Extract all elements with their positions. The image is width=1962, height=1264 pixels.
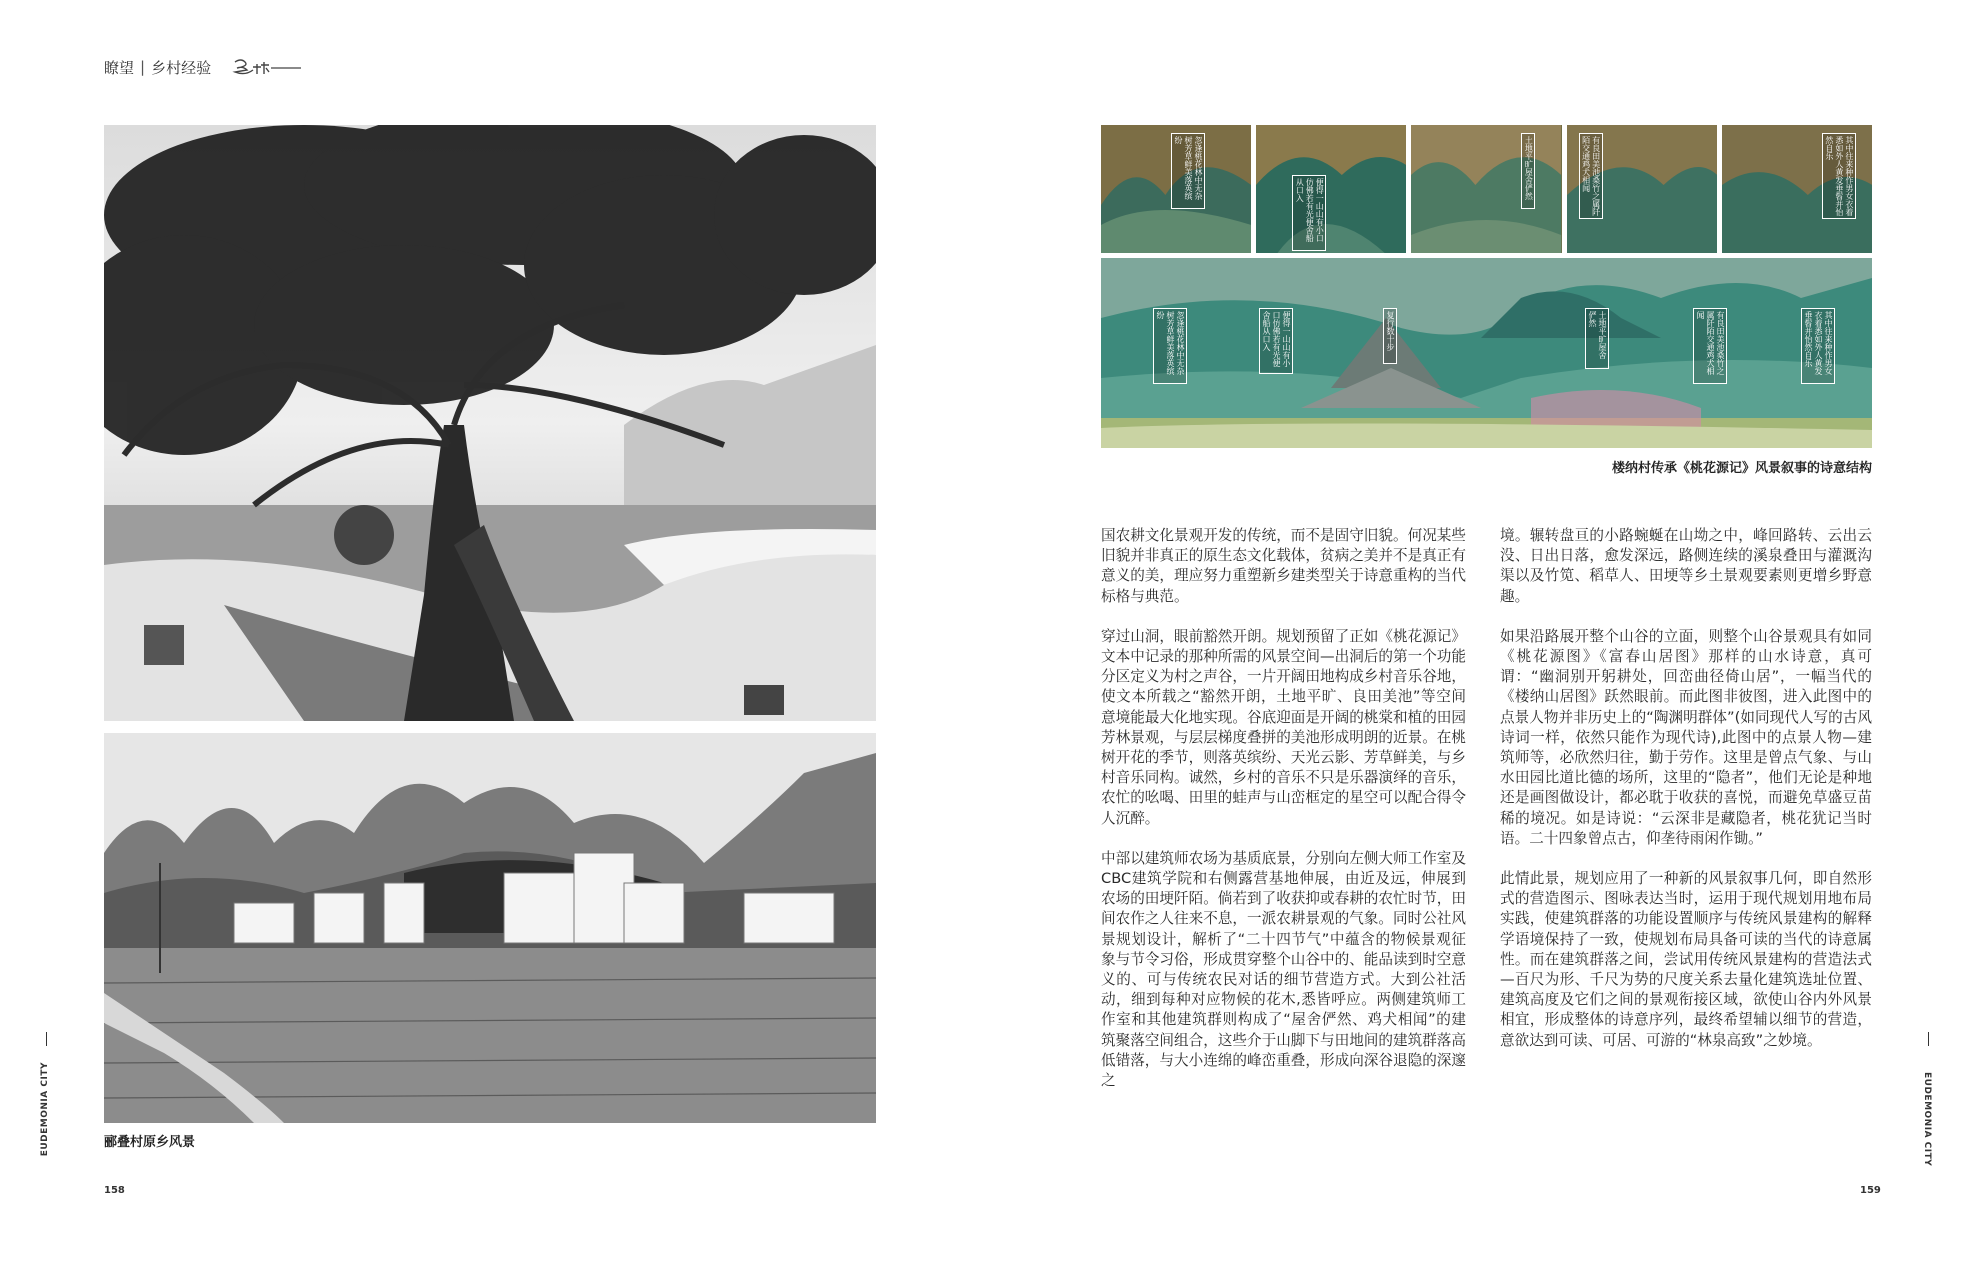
running-header bbox=[104, 56, 303, 78]
painting-tile-1 bbox=[1101, 125, 1251, 253]
tile-label-3: 土地平旷屋舍俨然 bbox=[1521, 133, 1535, 209]
paragraph: 中部以建筑师农场为基质底景，分别向左侧大师工作室及CBC建筑学院和右侧露营基地伸展，由近及远，伸展到农场的田埂阡陌。倘若到了收获抑或春耕的农忙时节，田间农作之人往来不息，一派农耕景观的气象。同时公社风景规划设计，解析了“二十四节气”中蕴含的物候景观征象与节令习俗，形成贯穿整个山谷中的、能品读到时空意义的、可与传统农民对话的细节营造方式。大到公社活动，细到每种对应物候的花木,悉皆呼应。两侧建筑师工作室和其他建筑群则构成了“屋舍俨然、鸡犬相闻”的建筑聚落空间组合，这些介于山脚下与田地间的建筑群落高低错落，与大小连绵的峰峦重叠，形成向深谷退隐的深邃之 bbox=[1101, 849, 1466, 1090]
wide-label-3: 复行数十步 bbox=[1383, 308, 1397, 364]
side-tick-left bbox=[46, 1032, 47, 1046]
tile-label-5: 其中往来种作男女衣着悉如外人黄发垂髫并怡然自乐 bbox=[1822, 133, 1856, 219]
paragraph: 穿过山洞，眼前豁然开朗。规划预留了正如《桃花源记》文本中记录的那种所需的风景空间—出洞后的第一个功能分区定义为村之声谷，一片开阔田地构成乡村音乐谷地，使文本所载之“豁然开朗，土地平旷、良田美池”等空间意境能最大化地实现。谷底迎面是开阔的桃棠和植的田园芳林景观，与层层梯度叠拼的美池形成明朗的近景。在桃树开花的季节，则落英缤纷、天光云影、芳草鲜美，与乡村音乐同构。诚然，乡村的音乐不只是乐器演绎的音乐，农忙的吆喝、田里的蛙声与山峦框定的星空可以配合得令人沉醉。 bbox=[1101, 627, 1466, 827]
tile-label-1: 忽逢桃花林中无杂树芳草鲜美落英缤纷 bbox=[1171, 133, 1205, 209]
painting-tile-4 bbox=[1567, 125, 1717, 253]
left-photo-caption: 郦叠村原乡风景 bbox=[104, 1135, 196, 1150]
text-column-2 bbox=[1500, 526, 1872, 1071]
side-tab-left: EUDEMONIA CITY bbox=[40, 1062, 50, 1157]
brand-logo-icon bbox=[231, 56, 303, 78]
paragraph: 如果沿路展开整个山谷的立面，则整个山谷景观具有如同《桃花源图》《富春山居图》那样的山水诗意，真可谓：“幽洞别开躬耕处，回峦曲径倚山居”，一幅当代的《楼纳山居图》跃然眼前。而此图非彼图，进入此图中的点景人物并非历史上的“陶渊明群体”(如同现代人写的古风诗词一样，依然只能作为现代诗),此图中的点景人物—建筑师等，必欣然归往，勤于劳作。这里是曾点气象、与山水田园比道比德的场所，这里的“隐者”，他们无论是种地还是画图做设计，都必耽于收获的喜悦，而避免草盛豆苗稀的境况。如是诗说：“云深非是藏隐者，桃花犹记当时语。二十四象曾点古，仰垄待雨闲作锄。” bbox=[1500, 627, 1872, 847]
painting-tile-row bbox=[1101, 125, 1872, 253]
wide-label-6: 其中往来种作男女衣着悉如外人黄发垂髫并怡然自乐 bbox=[1801, 308, 1835, 384]
side-tick-right bbox=[1928, 1032, 1929, 1046]
valley-elevation-painting bbox=[1101, 258, 1872, 448]
village-landscape-photo bbox=[104, 733, 876, 1123]
page-number-right: 159 bbox=[1860, 1185, 1881, 1196]
header-category: 乡村经验 bbox=[151, 58, 212, 77]
tree-landscape-photo bbox=[104, 125, 876, 721]
wide-label-1: 忽逢桃花林中无杂树芳草鲜美落英缤纷 bbox=[1153, 308, 1187, 384]
text-column-1 bbox=[1101, 526, 1466, 1111]
side-tab-right: EUDEMONIA CITY bbox=[1922, 1072, 1932, 1167]
page-number-left: 158 bbox=[104, 1185, 125, 1196]
paragraph: 此情此景，规划应用了一种新的风景叙事几何，即自然形式的营造图示、图咏表达当时，运用于现代规划用地布局实践，使建筑群落的功能设置顺序与传统风景建构的解释学语境保持了一致，使规划布局具备可读的当代的诗意属性。而在建筑群落之间，尝试用传统风景建构的营造法式—百尺为形、千尺为势的尺度关系去量化建筑选址位置、建筑高度及它们之间的景观衔接区域，欲使山谷内外风景相宜，形成整体的诗意序列，最终希望辅以细节的营造，意欲达到可读、可居、可游的“林泉高致”之妙境。 bbox=[1500, 870, 1872, 1049]
painting-tile-3 bbox=[1411, 125, 1561, 253]
figure-caption: 楼纳村传承《桃花源记》风景叙事的诗意结构 bbox=[1611, 461, 1872, 476]
painting-tile-2 bbox=[1256, 125, 1406, 253]
tile-label-4: 有良田美池桑竹之属阡陌交通鸡犬相闻 bbox=[1579, 133, 1603, 219]
wide-label-4: 土地平旷屋舍俨然 bbox=[1585, 308, 1609, 369]
header-separator: | bbox=[140, 58, 146, 76]
header-section: 瞭望 bbox=[104, 58, 135, 77]
paragraph: 境。辗转盘亘的小路蜿蜒在山坳之中，峰回路转、云出云没、日出日落，愈发深远，路侧连续的溪泉叠田与灌溉沟渠以及竹笕、稻草人、田埂等乡土景观要素则更增乡野意趣。 bbox=[1500, 527, 1872, 605]
painting-tile-5 bbox=[1722, 125, 1872, 253]
wide-label-5: 有良田美池桑竹之属阡陌交通鸡犬相闻 bbox=[1693, 308, 1727, 384]
wide-label-2: 便得一山山有小口仿佛若有光便舍船从口入 bbox=[1259, 308, 1293, 374]
paragraph: 国农耕文化景观开发的传统，而不是固守旧貌。何况某些旧貌并非真正的原生态文化载体，贫病之美并不是真正有意义的美，理应努力重塑新乡建类型关于诗意重构的当代标格与典范。 bbox=[1101, 527, 1466, 605]
tile-label-2: 便得一山山有小口仿佛若有光便舍船从口入 bbox=[1292, 175, 1326, 251]
